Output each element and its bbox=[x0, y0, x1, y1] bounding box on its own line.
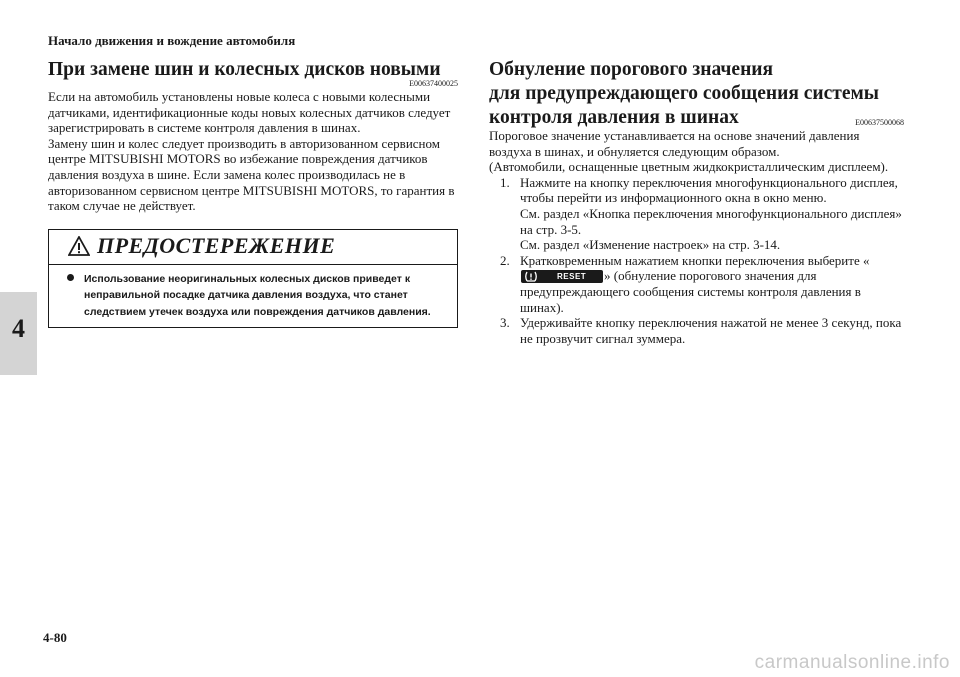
step-text: Кратковременным нажатием кнопки переключения выберите « bbox=[520, 252, 870, 268]
step-number: 2. bbox=[500, 252, 510, 268]
heading-line: контроля давления в шинах bbox=[489, 107, 739, 128]
reset-label: RESET bbox=[557, 271, 587, 281]
tire-pressure-warning-icon bbox=[524, 271, 538, 282]
left-column bbox=[48, 58, 458, 328]
section-heading-tire-replacement: При замене шин и колесных дисков новыми bbox=[48, 59, 441, 80]
chapter-number: 4 bbox=[12, 314, 25, 343]
watermark: carmanualsonline.info bbox=[754, 652, 950, 673]
step-reference: См. раздел «Изменение настроек» на стр. 3-14. bbox=[520, 237, 781, 253]
step-reference: См. раздел «Кнопка переключения многофункционального дисплея» на стр. 3-5. bbox=[520, 205, 902, 237]
warning-triangle-icon bbox=[68, 236, 90, 256]
running-header: Начало движения и вождение автомобиля bbox=[48, 33, 296, 48]
vehicle-note: (Автомобили, оснащенные цветным жидкокристаллическим дисплеем). bbox=[489, 159, 889, 175]
list-item bbox=[489, 253, 904, 315]
warning-title: ПРЕДОСТЕРЕЖЕНИЕ bbox=[97, 232, 336, 258]
warning-title-bar bbox=[49, 230, 457, 265]
bullet-icon bbox=[67, 274, 74, 281]
step-number: 1. bbox=[500, 174, 510, 190]
step-number: 3. bbox=[500, 315, 510, 331]
section-code: E00637400025 bbox=[409, 79, 458, 88]
heading-line: Обнуление порогового значения bbox=[489, 59, 774, 80]
section-code: E00637500068 bbox=[855, 118, 904, 127]
step-text: Удерживайте кнопку переключения нажатой не менее 3 секунд, пока не прозвучит сигнал зуммера. bbox=[520, 315, 902, 346]
list-item bbox=[489, 315, 904, 346]
warning-box bbox=[48, 229, 458, 329]
right-column bbox=[489, 58, 904, 346]
warning-text: Использование неоригинальных колесных дисков приведет к неправильной посадке датчика давления воздуха, что станет следствием утечек воздуха или повреждения датчиков давления. bbox=[84, 272, 431, 318]
step-text: Нажмите на кнопку переключения многофункционального дисплея, чтобы перейти из информационного окна в окно меню. bbox=[520, 174, 898, 206]
steps-list bbox=[489, 175, 904, 347]
list-item bbox=[489, 175, 904, 253]
step-text: » (обнуление порогового значения для предупреждающего сообщения системы контроля давления в шинах). bbox=[520, 268, 861, 315]
reset-button-graphic bbox=[521, 270, 603, 283]
heading-line: для предупреждающего сообщения системы bbox=[489, 83, 880, 104]
warning-body bbox=[49, 265, 457, 328]
paragraph: Если на автомобиль установлены новые колеса с новыми колесными датчиками, идентификационные коды новых колесных датчиков следует зарегистрировать в системе контроля давления в шинах. bbox=[48, 89, 451, 136]
paragraph: Замену шин и колес следует производить в авторизованном сервисном центре MITSUBISHI MOTORS во избежание повреждения датчиков давления воздуха в шине. Если замена колес производилась не в авторизованном сервисном центре MITSUBISHI MOTORS, то гарантия в таком случае не действует. bbox=[48, 135, 455, 214]
page-number: 4-80 bbox=[43, 630, 67, 645]
intro-paragraph: Пороговое значение устанавливается на основе значений давления воздуха в шинах, и обнуляется следующим образом. bbox=[489, 128, 860, 159]
chapter-tab bbox=[0, 292, 37, 375]
